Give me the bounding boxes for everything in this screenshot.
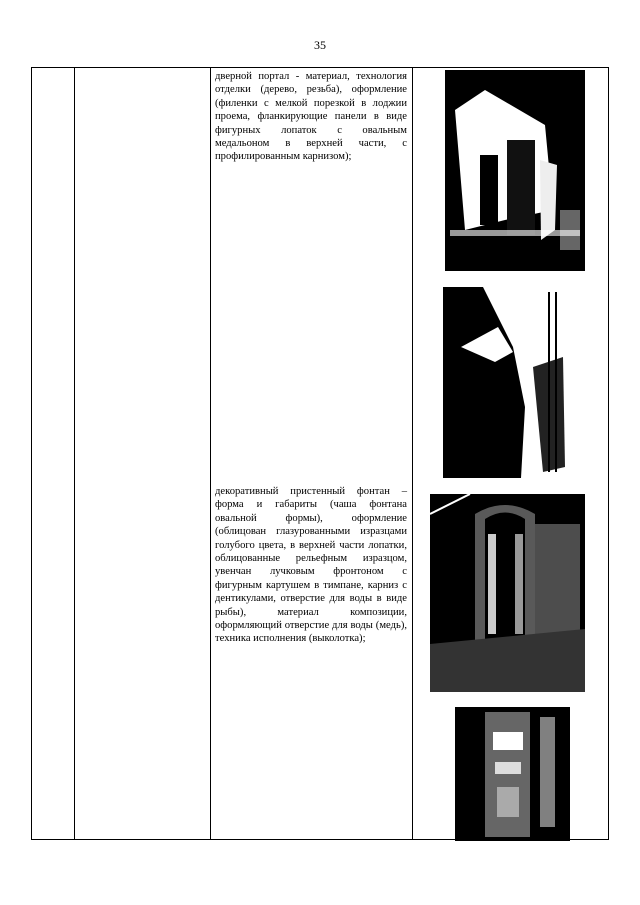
description-portal: дверной портал - материал, технология отделки (дерево, резьба), оформление (филенки с мелкой порезкой в лоджии проема, фланкирующие панели в виде фигурных лопаток с овальным медальоном в верхней части, с профилированным карнизом); bbox=[215, 71, 407, 163]
photo-portal-2 bbox=[443, 287, 573, 478]
column-divider bbox=[74, 68, 75, 839]
document-table bbox=[31, 67, 609, 840]
photo-fountain-2 bbox=[455, 707, 570, 841]
description-fountain: декоративный пристенный фонтан – форма и габариты (чаша фонтана овальной формы), оформление (облицован глазурованными изразцами голубого цвета, в верхней части лопатки, облицованные рельефным изразцом, увенчан лучковым фронтоном с фигурным картушем в тимпане, карниз с дентикулами, отверстие для воды в виде рыбы), материал композиции, оформляющий отверстие для воды (медь), техника исполнения (выколотка); bbox=[215, 486, 407, 645]
column-divider bbox=[412, 68, 413, 839]
photo-fountain-1 bbox=[430, 494, 585, 692]
photo-portal-1 bbox=[445, 70, 585, 271]
page-number: 35 bbox=[314, 38, 326, 52]
column-divider bbox=[210, 68, 211, 839]
